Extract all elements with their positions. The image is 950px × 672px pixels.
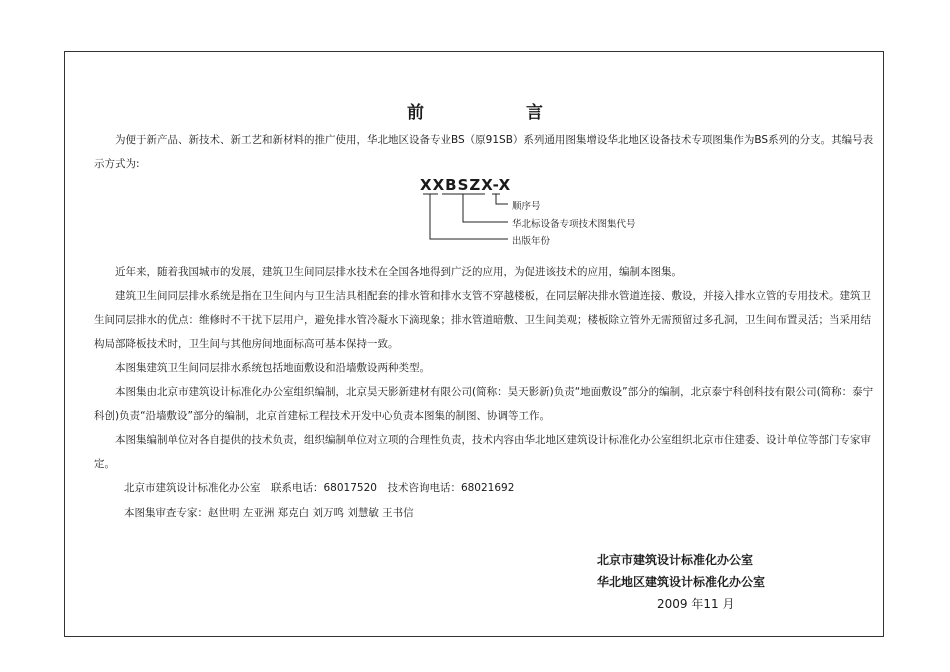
signature-org-beijing: 北京市建筑设计标准化办公室 (597, 553, 754, 567)
paragraph-3: 本图集建筑卫生间同层排水系统包括地面敷设和沿墙敷设两种类型。 (115, 362, 430, 374)
intro-paragraph: 为便于新产品、新技术、新工艺和新材料的推广使用，华北地区设备专业BS（原91SB）系列通用图集增设华北地区设备技术专项图集作为BS系列的分支。其编号表示方式为: (94, 134, 874, 170)
paragraph-2: 建筑卫生间同层排水系统是指在卫生间内与卫生洁具相配套的排水管和排水支管不穿越楼板，在同层解决排水管道连接、敷设，并接入排水立管的专用技术。建筑卫生间同层排水的优点：维修时不干扰下层用户，避免排水管冷凝水下滴现象；排水管道暗敷、卫生间美观；楼板除立管外无需预留过多孔洞，卫生间布置灵活；当采用结构局部降板技术时，卫生间与其他房间地面标高可基本保持一致。 (94, 290, 871, 350)
leader-seq (496, 194, 508, 204)
signature-org-north-china: 华北地区建筑设计标准化办公室 (597, 575, 766, 589)
contact-info: 北京市建筑设计标准化办公室 联系电话：68017520 技术咨询电话：68021692 (124, 482, 515, 494)
signature-date: 2009 年11 月 (657, 597, 735, 611)
reviewers: 本图集审查专家：赵世明 左亚洲 郑克白 刘万鸣 刘慧敏 王书信 (124, 507, 414, 519)
label-year: 出版年份 (512, 236, 551, 247)
page-title: 前 言 (407, 103, 591, 123)
leader-code (463, 194, 508, 222)
paragraph-1: 近年来，随着我国城市的发展，建筑卫生间同层排水技术在全国各地得到广泛的应用，为促进该技术的应用，编制本图集。 (115, 266, 682, 278)
paragraph-4: 本图集由北京市建筑设计标准化办公室组织编制，北京昊天影新建材有限公司(简称：昊天影新)负责“地面敷设”部分的编制，北京泰宁科创科技有限公司(简称：泰宁科创)负责“沿墙敷设”部分的编制，北京首建标工程技术开发中心负责本图集的制图、协调等工作。 (94, 386, 874, 422)
label-series-code: 华北标设备专项技术图集代号 (512, 219, 636, 230)
label-sequence: 顺序号 (512, 201, 541, 212)
code-format: XXBSZX-X (420, 176, 512, 194)
paragraph-5: 本图集编制单位对各自提供的技术负责，组织编制单位对立项的合理性负责，技术内容由华北地区建筑设计标准化办公室组织北京市住建委、设计单位等部门专家审定。 (94, 434, 871, 470)
